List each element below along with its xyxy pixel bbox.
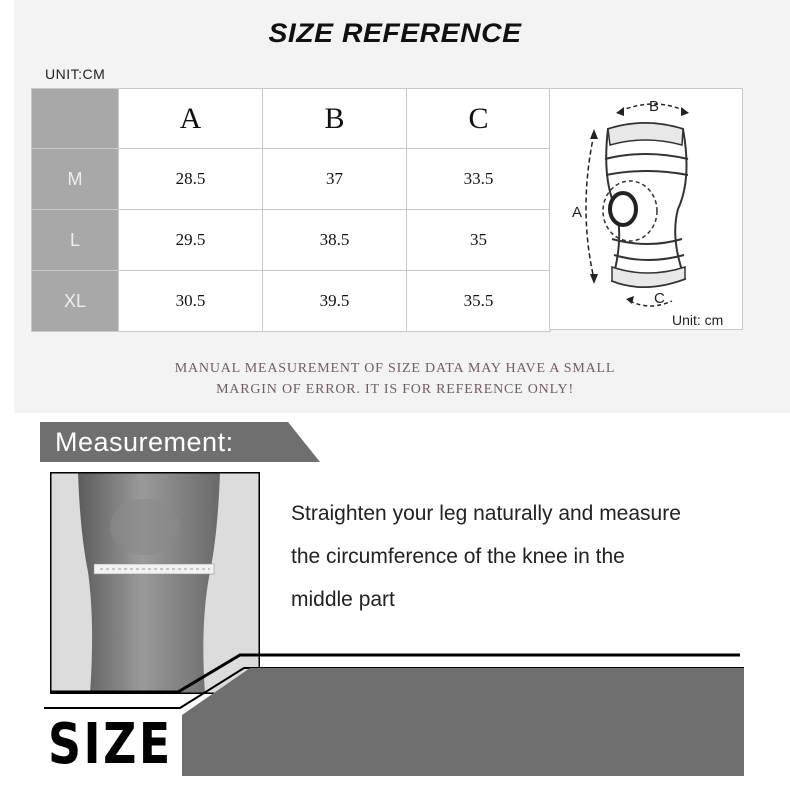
size-table [31, 88, 551, 332]
table-cell: 37 [263, 149, 407, 210]
diagram-label-a: A [572, 204, 583, 221]
disclaimer-line: MARGIN OF ERROR. IT IS FOR REFERENCE ONLY! [216, 382, 574, 397]
disclaimer-line: MANUAL MEASUREMENT OF SIZE DATA MAY HAVE A SMALL [174, 361, 616, 376]
table-cell: 35.5 [407, 271, 551, 332]
knee-brace-illustration [550, 89, 744, 331]
knee-brace-diagram [549, 88, 743, 330]
table-cell: 35 [407, 210, 551, 271]
diagram-label-b: B [649, 98, 660, 115]
row-header-size: XL [32, 271, 119, 332]
instruction-line: middle part [291, 588, 395, 611]
unit-label: UNIT:CM [45, 66, 106, 82]
table-header-row [32, 89, 551, 149]
diagram-label-c: C [654, 290, 665, 307]
row-header-size: M [32, 149, 119, 210]
table-row [32, 149, 551, 210]
column-header-c: C [407, 89, 551, 149]
instruction-line: the circumference of the knee in the [291, 545, 625, 568]
column-header-b: B [263, 89, 407, 149]
diagram-unit-label: Unit: cm [672, 312, 724, 328]
table-cell: 38.5 [263, 210, 407, 271]
disclaimer-note [0, 358, 790, 400]
size-heading: SIZE [48, 712, 173, 777]
row-header-size: L [32, 210, 119, 271]
table-cell: 30.5 [119, 271, 263, 332]
measurement-heading: Measurement: [55, 427, 234, 457]
table-row [32, 271, 551, 332]
page-title: SIZE REFERENCE [268, 18, 522, 48]
table-corner-cell [32, 89, 119, 149]
column-header-a: A [119, 89, 263, 149]
table-row [32, 210, 551, 271]
table-cell: 33.5 [407, 149, 551, 210]
measurement-instructions [291, 492, 771, 621]
table-cell: 29.5 [119, 210, 263, 271]
table-cell: 28.5 [119, 149, 263, 210]
instruction-line: Straighten your leg naturally and measure [291, 502, 681, 525]
table-cell: 39.5 [263, 271, 407, 332]
